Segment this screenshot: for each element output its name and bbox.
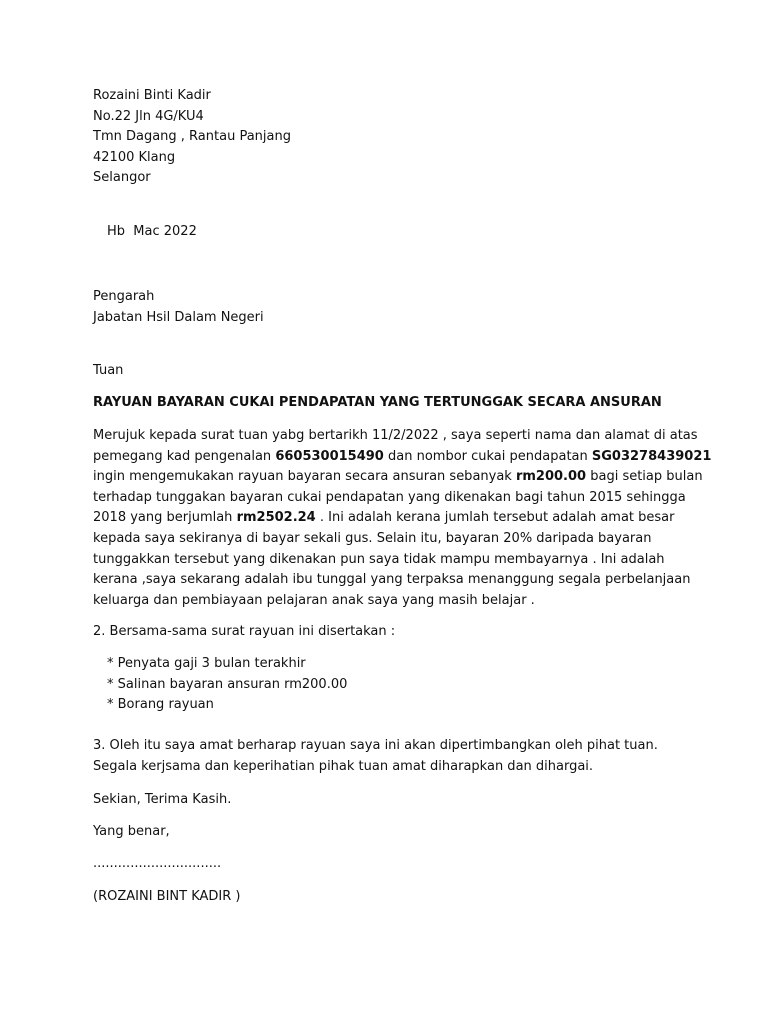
paragraph-1-line-2: pemegang kad pengenalan 660530015490 dan nombor cukai pendapatan SG03278439021	[93, 448, 712, 464]
letter-subject: RAYUAN BAYARAN CUKAI PENDAPATAN YANG TERTUNGGAK SECARA ANSURAN	[93, 395, 662, 410]
recipient-department: Jabatan Hsil Dalam Negeri	[93, 310, 264, 325]
signature-line: ...............................	[93, 856, 222, 871]
tax-number: SG03278439021	[591, 448, 712, 464]
paragraph-1-line-3: ingin mengemukakan rayuan bayaran secara ansuran sebanyak rm200.00 bagi setiap bulan	[93, 469, 703, 485]
sender-address-line-2: Tmn Dagang , Rantau Panjang	[93, 129, 291, 144]
paragraph-3-line-1: 3. Oleh itu saya amat berharap rayuan saya ini akan dipertimbangkan oleh pihat tuan.	[93, 738, 658, 753]
attachment-item: * Penyata gaji 3 bulan terakhir	[107, 656, 306, 671]
paragraph-1-line-8: kerana ,saya sekarang adalah ibu tunggal yang terpaksa menanggung segala perbelanjaan	[93, 572, 691, 588]
paragraph-1-line-6: kepada saya sekiranya di bayar sekali gus. Selain itu, bayaran 20% daripada bayaran	[93, 530, 652, 546]
paragraph-1	[93, 426, 712, 611]
recipient-title: Pengarah	[93, 289, 155, 304]
attachment-item: * Borang rayuan	[107, 697, 214, 712]
total-amount: rm2502.24	[236, 510, 316, 526]
paragraph-1-line-1: Merujuk kepada surat tuan yabg bertarikh 11/2/2022 , saya seperti nama dan alamat di atas	[93, 428, 698, 443]
installment-amount: rm200.00	[515, 469, 587, 485]
ic-number: 660530015490	[275, 448, 384, 464]
paragraph-1-line-9: keluarga dan pembiayaan pelajaran anak saya yang masih belajar .	[93, 592, 535, 608]
salutation: Tuan	[93, 363, 124, 378]
sender-name: Rozaini Binti Kadir	[93, 88, 211, 103]
paragraph-1-line-5: 2018 yang berjumlah rm2502.24 . Ini adalah kerana jumlah tersebut adalah amat besar	[93, 510, 675, 526]
closing: Sekian, Terima Kasih.	[93, 792, 232, 807]
sign-off: Yang benar,	[93, 824, 170, 839]
paragraph-3-line-2: Segala kerjsama dan keperihatian pihak tuan amat diharapkan dan dihargai.	[93, 759, 594, 774]
paragraph-2: 2. Bersama-sama surat rayuan ini disertakan :	[93, 624, 396, 639]
sender-address-line-1: No.22 Jln 4G/KU4	[93, 109, 204, 124]
sender-address-line-3: 42100 Klang	[93, 150, 176, 165]
letter-date: Hb Mac 2022	[107, 224, 197, 239]
signer-name: (ROZAINI BINT KADIR )	[93, 889, 241, 904]
paragraph-1-line-4: terhadap tunggakan bayaran cukai pendapatan yang dikenakan bagi tahun 2015 sehingga	[93, 489, 686, 505]
paragraph-1-line-7: tunggakkan tersebut yang dikenakan pun saya tidak mampu membayarnya . Ini adalah	[93, 551, 665, 567]
attachment-item: * Salinan bayaran ansuran rm200.00	[107, 677, 348, 692]
sender-address-line-4: Selangor	[93, 170, 151, 185]
